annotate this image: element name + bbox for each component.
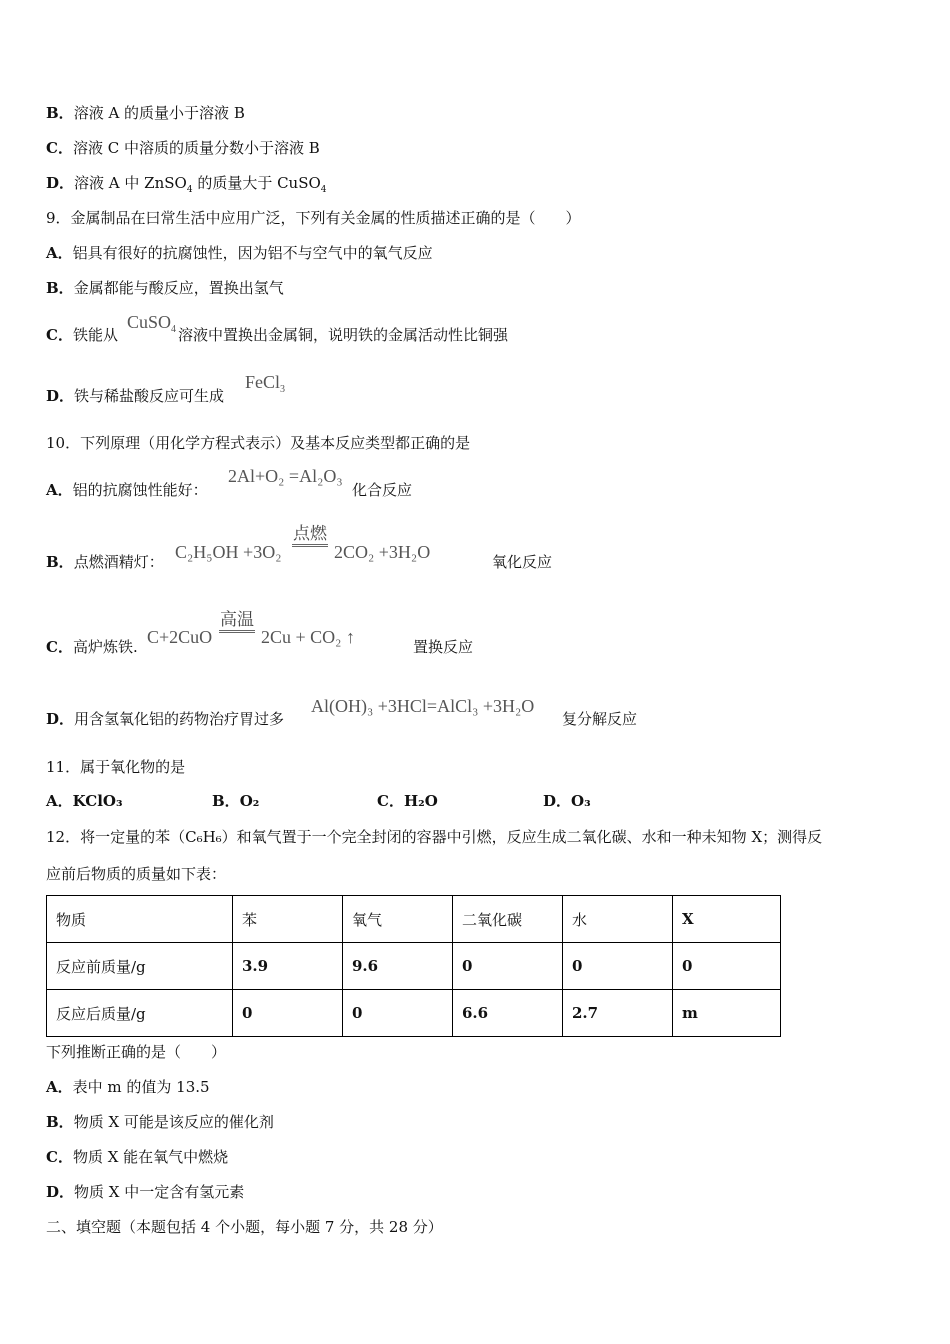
table-cell: 9.6	[343, 943, 453, 990]
table-cell: 2.7	[563, 990, 673, 1037]
q10-option-d: D．用含氢氧化铝的药物治疗胃过多	[46, 710, 285, 728]
q10-b-rhs: 2CO₂ +3H₂O	[334, 542, 431, 562]
q11-option-a: A．KClO₃	[46, 792, 123, 810]
q9-option-d: D．铁与稀盐酸反应可生成	[46, 387, 225, 405]
q8-option-d: D．溶液 A 中 ZnSO$_4$ 的质量大于 CuSO$_4$	[46, 174, 327, 195]
q10-c-lhs: C+2CuO	[147, 627, 213, 647]
q10-c-condition: 高温	[219, 610, 255, 633]
table-cell: 0	[453, 943, 563, 990]
q10-stem: 10．下列原理（用化学方程式表示）及基本反应类型都正确的是	[46, 434, 471, 452]
table-header-cell: 水	[563, 896, 673, 943]
table-header-cell: 物质	[47, 896, 233, 943]
q10-c-rhs: 2Cu + CO₂ ↑	[261, 627, 355, 647]
q12-option-b: B．物质 X 可能是该反应的催化剂	[46, 1113, 274, 1131]
q11-option-b: B．O₂	[212, 792, 260, 810]
table-header-cell: 二氧化碳	[453, 896, 563, 943]
q11-stem: 11．属于氧化物的是	[46, 758, 186, 776]
q11-option-d: D．O₃	[543, 792, 591, 810]
table-cell: 0	[673, 943, 781, 990]
q10-option-b: B．点燃酒精灯：	[46, 553, 164, 571]
q12-option-d: D．物质 X 中一定含有氢元素	[46, 1183, 245, 1201]
q9-stem: 9．金属制品在曰常生活中应用广泛，下列有关金属的性质描述正确的是（ ）	[46, 209, 581, 227]
q9-option-a: A．铝具有很好的抗腐蚀性，因为铝不与空气中的氧气反应	[46, 244, 433, 262]
table-cell: 3.9	[233, 943, 343, 990]
q10-d-type: 复分解反应	[562, 710, 638, 728]
q9-option-b: B．金属都能与酸反应，置换出氢气	[46, 279, 284, 297]
table-row	[47, 943, 781, 990]
table-cell: 反应前质量/g	[47, 943, 233, 990]
q10-option-a: A．铝的抗腐蚀性能好：	[46, 481, 208, 499]
q12-stem-line2: 应前后物质的质量如下表：	[46, 865, 227, 883]
mass-table	[46, 895, 781, 1037]
table-cell: 反应后质量/g	[47, 990, 233, 1037]
q8-option-b: B．溶液 A 的质量小于溶液 B	[46, 104, 245, 122]
q10-a-equation: 2Al+O₂ =Al₂O₃	[228, 466, 343, 486]
q12-question: 下列推断正确的是（ ）	[46, 1043, 227, 1061]
fecl3-formula: FeCl$_3$	[245, 372, 286, 395]
q9-option-c: C．铁能从 溶液中置换出金属铜，说明铁的金属活动性比铜强	[46, 326, 508, 344]
q10-b-condition: 点燃	[292, 524, 328, 547]
table-cell: 0	[343, 990, 453, 1037]
table-header-cell: 苯	[233, 896, 343, 943]
table-header-cell: X	[673, 896, 781, 943]
table-cell: 6.6	[453, 990, 563, 1037]
q10-b-lhs: C₂H₅OH +3O₂	[175, 542, 282, 562]
table-header-row	[47, 896, 781, 943]
q10-b-type: 氧化反应	[492, 553, 553, 571]
q12-stem-line1: 12．将一定量的苯（C₆H₆）和氧气置于一个完全封闭的容器中引燃，反应生成二氧化碳、水和一种未知物 X；测得反	[46, 828, 823, 846]
q10-option-c: C．高炉炼铁.	[46, 638, 138, 656]
table-row	[47, 990, 781, 1037]
table-cell: 0	[233, 990, 343, 1037]
table-header-cell: 氧气	[343, 896, 453, 943]
section-heading: 二、填空题（本题包括 4 个小题，每小题 7 分，共 28 分）	[46, 1218, 443, 1236]
q12-option-c: C．物质 X 能在氧气中燃烧	[46, 1148, 229, 1166]
table-cell: m	[673, 990, 781, 1037]
q11-option-c: C．H₂O	[377, 792, 438, 810]
table-cell: 0	[563, 943, 673, 990]
q12-option-a: A．表中 m 的值为 13.5	[46, 1078, 210, 1096]
q8-option-c: C．溶液 C 中溶质的质量分数小于溶液 B	[46, 139, 320, 157]
cuso4-formula: CuSO$_4$	[127, 312, 177, 335]
q10-c-type: 置换反应	[413, 638, 474, 656]
q10-d-equation: Al(OH)₃ +3HCl=AlCl₃ +3H₂O	[311, 696, 535, 716]
q10-a-type: 化合反应	[352, 481, 413, 499]
